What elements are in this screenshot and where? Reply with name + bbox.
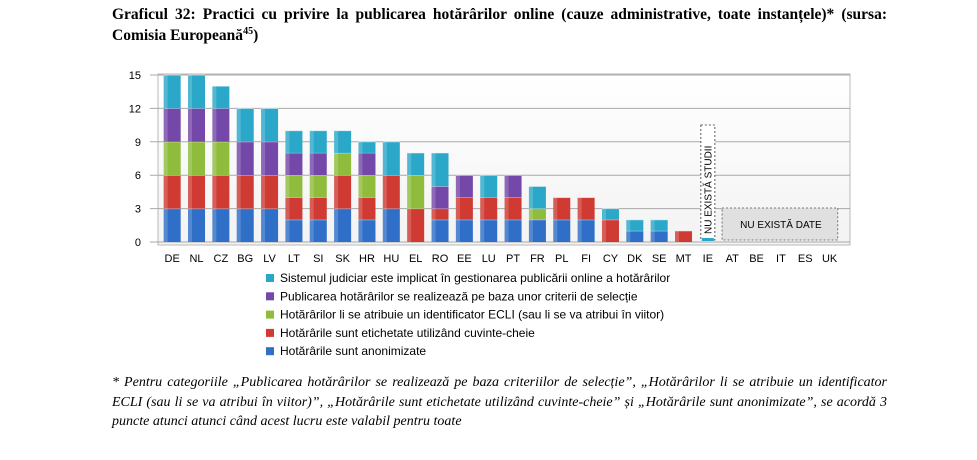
x-tick-label: HU bbox=[383, 253, 400, 265]
x-tick-label: CY bbox=[602, 253, 619, 265]
bar-stack bbox=[237, 108, 254, 242]
title-text: Graficul 32: Practici cu privire la publicarea hotărârilor online (cauze administrative, toate instanțele)* (sursa: Comisia Europeană bbox=[112, 6, 887, 44]
bar-highlight bbox=[285, 175, 289, 197]
x-tick-label: HR bbox=[359, 253, 375, 265]
bar-highlight bbox=[383, 209, 387, 242]
bar-highlight bbox=[651, 231, 655, 242]
bar-stack bbox=[675, 231, 692, 242]
bar-highlight bbox=[164, 175, 168, 208]
x-tick-label: AT bbox=[725, 253, 739, 265]
legend-swatch bbox=[266, 292, 274, 300]
bar-highlight bbox=[383, 175, 387, 208]
x-tick-label: ES bbox=[797, 253, 813, 265]
bar-stack bbox=[553, 197, 570, 242]
bar-highlight bbox=[310, 220, 314, 242]
x-tick-label: LU bbox=[481, 253, 496, 265]
bar-highlight bbox=[237, 108, 241, 141]
bar-highlight bbox=[602, 220, 606, 242]
legend-label: Hotărârile sunt etichetate utilizând cuvinte-cheie bbox=[280, 325, 535, 340]
x-tick-label: EE bbox=[457, 253, 472, 265]
bar-highlight bbox=[626, 231, 630, 242]
bar-highlight bbox=[237, 142, 241, 175]
x-tick-label: PT bbox=[506, 253, 521, 265]
x-tick-label: BE bbox=[749, 253, 764, 265]
y-tick-label: 3 bbox=[134, 203, 141, 216]
legend-item bbox=[266, 326, 535, 340]
legend-swatch bbox=[266, 274, 274, 282]
bar-highlight bbox=[285, 220, 289, 242]
bar-stack bbox=[212, 86, 229, 242]
footnote-ref: 45 bbox=[243, 25, 254, 37]
bar-highlight bbox=[334, 209, 338, 242]
x-tick-label: UK bbox=[821, 253, 838, 265]
no-data-label: NU EXISTĂ DATE bbox=[740, 220, 822, 231]
footnote: * Pentru categoriile „Publicarea hotărârilor se realizează pe baza criteriilor de selecție”, „Hotărârilor li se atribuie un identificator ECLI (sau li se va atribui în viitor)”, „Hotărârile sunt etichetate utilizând cuvinte-cheie” și „Hotărârile sunt anonimizate”, se acordă 3 puncte atunci atunci când acest lucru este valabil pentru toate bbox=[112, 375, 887, 429]
bar-highlight bbox=[212, 86, 216, 108]
bar-highlight bbox=[480, 220, 484, 242]
bar-highlight bbox=[261, 108, 265, 141]
x-tick-label: SK bbox=[335, 253, 350, 265]
bar-stack bbox=[407, 153, 424, 242]
bar-highlight bbox=[480, 197, 484, 219]
x-tick-label: FI bbox=[581, 253, 592, 265]
bar-highlight bbox=[261, 175, 265, 208]
bar-stack bbox=[505, 175, 522, 242]
bar-highlight bbox=[212, 142, 216, 175]
legend-item bbox=[266, 344, 426, 358]
x-tick-label: NL bbox=[189, 253, 204, 265]
bar-highlight bbox=[553, 197, 557, 219]
bar-highlight bbox=[602, 209, 606, 220]
bar-highlight bbox=[261, 209, 265, 242]
bar-highlight bbox=[529, 209, 533, 220]
bar-highlight bbox=[212, 108, 216, 141]
bar-stack bbox=[432, 153, 449, 242]
legend-label: Sistemul judiciar este implicat în gestionarea publicării online a hotărârilor bbox=[280, 271, 671, 285]
bar-highlight bbox=[578, 220, 582, 242]
bar-highlight bbox=[212, 209, 216, 242]
bar-highlight bbox=[164, 75, 168, 108]
y-tick-label: 12 bbox=[128, 103, 141, 116]
bar-highlight bbox=[505, 220, 509, 242]
x-tick-label: DK bbox=[627, 253, 643, 265]
bar-highlight bbox=[358, 175, 362, 197]
x-tick-label: MT bbox=[675, 253, 692, 265]
no-studies-label: NU EXISTĂ STUDII bbox=[703, 145, 715, 234]
bar-highlight bbox=[310, 175, 314, 197]
x-tick-label: PL bbox=[555, 253, 569, 265]
x-tick-label: CZ bbox=[213, 253, 229, 265]
bar-highlight bbox=[578, 197, 582, 219]
bar-stack bbox=[285, 131, 302, 242]
bar-stack bbox=[358, 142, 375, 242]
bar-highlight bbox=[164, 108, 168, 141]
bar-highlight bbox=[432, 153, 436, 186]
x-tick-label: SI bbox=[313, 253, 324, 265]
bar-highlight bbox=[334, 153, 338, 175]
bar-stack bbox=[529, 186, 546, 242]
bar-highlight bbox=[261, 142, 265, 175]
y-tick-label: 9 bbox=[134, 136, 141, 149]
bar-highlight bbox=[285, 153, 289, 175]
bar-highlight bbox=[188, 175, 192, 208]
title-end: ) bbox=[253, 27, 259, 44]
legend-item bbox=[266, 271, 670, 285]
bar-highlight bbox=[456, 175, 460, 197]
bar-highlight bbox=[237, 175, 241, 208]
legend-item bbox=[266, 289, 638, 303]
bar-stack bbox=[480, 175, 497, 242]
x-tick-label: LT bbox=[287, 253, 300, 265]
bar-highlight bbox=[310, 153, 314, 175]
bar-highlight bbox=[358, 197, 362, 219]
bar-highlight bbox=[553, 220, 557, 242]
bar-highlight bbox=[164, 142, 168, 175]
bar-highlight bbox=[432, 220, 436, 242]
bar-highlight bbox=[188, 209, 192, 242]
legend bbox=[266, 271, 670, 358]
bar-highlight bbox=[164, 209, 168, 242]
bar-highlight bbox=[505, 197, 509, 219]
bar-stack bbox=[188, 75, 205, 242]
bar-stack bbox=[164, 75, 181, 242]
bar-stack bbox=[334, 131, 351, 242]
bar-stack bbox=[602, 209, 619, 242]
legend-label: Publicarea hotărârilor se realizează pe baza unor criterii de selecție bbox=[280, 289, 638, 304]
bar-stack bbox=[261, 108, 278, 242]
bar-highlight bbox=[285, 131, 289, 153]
x-tick-label: IE bbox=[702, 253, 714, 265]
bar-highlight bbox=[626, 220, 630, 231]
bar-highlight bbox=[285, 197, 289, 219]
ie-bar bbox=[702, 238, 714, 241]
bar-stack bbox=[310, 131, 327, 242]
x-tick-label: FR bbox=[530, 253, 545, 265]
bar-highlight bbox=[529, 220, 533, 242]
bar-highlight bbox=[456, 197, 460, 219]
bar-highlight bbox=[310, 131, 314, 153]
y-tick-label: 6 bbox=[134, 170, 141, 183]
bar-highlight bbox=[529, 186, 533, 208]
bar-highlight bbox=[334, 175, 338, 208]
legend-label: Hotărârilor li se atribuie un identificator ECLI (sau li se va atribui în viitor) bbox=[280, 307, 665, 322]
bar-highlight bbox=[358, 153, 362, 175]
bar-highlight bbox=[188, 75, 192, 108]
x-tick-label: DE bbox=[164, 253, 180, 265]
bar-highlight bbox=[432, 209, 436, 220]
bar-highlight bbox=[505, 175, 509, 197]
bar-highlight bbox=[651, 220, 655, 231]
bar-highlight bbox=[480, 175, 484, 197]
bar-stack bbox=[456, 175, 473, 242]
bar-stack bbox=[578, 197, 595, 242]
bar-highlight bbox=[456, 220, 460, 242]
x-tick-label: BG bbox=[237, 253, 254, 265]
legend-item bbox=[266, 308, 664, 322]
legend-swatch bbox=[266, 329, 274, 337]
y-tick-label: 15 bbox=[128, 70, 141, 82]
y-tick-label: 0 bbox=[134, 237, 141, 249]
legend-swatch bbox=[266, 311, 274, 319]
bar-highlight bbox=[383, 142, 387, 175]
x-tick-label: IT bbox=[776, 253, 786, 265]
bar-highlight bbox=[675, 231, 679, 242]
legend-label: Hotărârile sunt anonimizate bbox=[280, 344, 427, 359]
x-axis bbox=[165, 253, 838, 265]
bar-highlight bbox=[188, 142, 192, 175]
bar-highlight bbox=[407, 209, 411, 242]
bar-highlight bbox=[407, 175, 411, 208]
bar-highlight bbox=[358, 142, 362, 153]
bar-highlight bbox=[237, 209, 241, 242]
bar-highlight bbox=[212, 175, 216, 208]
x-tick-label: EL bbox=[408, 253, 423, 265]
bar-highlight bbox=[310, 197, 314, 219]
bar-stack bbox=[626, 220, 643, 242]
x-tick-label: SE bbox=[651, 253, 667, 265]
x-tick-label: RO bbox=[431, 253, 449, 265]
x-tick-label: LV bbox=[263, 253, 276, 265]
bar-highlight bbox=[358, 220, 362, 242]
bar-highlight bbox=[432, 186, 436, 208]
bar-stack bbox=[383, 142, 400, 242]
bar-highlight bbox=[188, 108, 192, 141]
bar-highlight bbox=[334, 131, 338, 153]
y-axis bbox=[129, 70, 141, 249]
bar-stack bbox=[651, 220, 668, 242]
bar-highlight bbox=[407, 153, 411, 175]
legend-swatch bbox=[266, 347, 274, 355]
